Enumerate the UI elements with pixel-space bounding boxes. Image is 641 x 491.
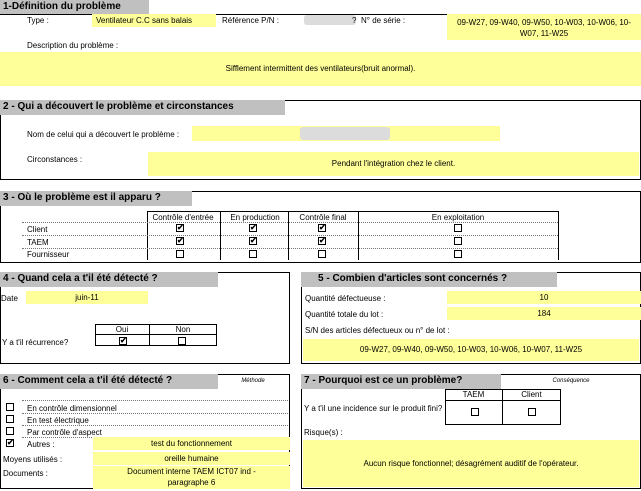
row-divider	[22, 222, 558, 223]
col-en-exploitation: En exploitation	[431, 213, 485, 222]
type-label: Type :	[27, 16, 49, 25]
recurrence-label: Y a t'il récurrence?	[2, 338, 69, 347]
row-divider	[22, 413, 288, 414]
reference-redacted	[304, 15, 356, 25]
checkbox-controle-dimensionnel[interactable]	[6, 403, 14, 411]
checkbox-taem-controle-entree[interactable]	[176, 237, 184, 245]
col-en-production: En production	[230, 213, 280, 222]
checkbox-fournisseur-en-exploitation[interactable]	[454, 250, 462, 258]
moyens-label: Moyens utilisés :	[3, 455, 63, 464]
checkbox-recurrence-non[interactable]	[178, 337, 186, 345]
checkbox-fournisseur-controle-entree[interactable]	[176, 250, 184, 258]
discoverer-label: Nom de celui qui a découvert le problème :	[27, 130, 180, 139]
item-controle-dimensionnel: En contrôle dimensionnel	[27, 404, 117, 413]
moyens-value: oreille humaine	[93, 452, 290, 465]
checkbox-taem-en-exploitation[interactable]	[454, 237, 462, 245]
date-value: juin-11	[26, 291, 148, 304]
checkbox-incidence-taem[interactable]	[471, 408, 479, 416]
section5-header: 5 - Combien d'articles sont concernés ?	[301, 272, 557, 287]
grid-line	[445, 400, 561, 401]
checkbox-taem-controle-final[interactable]	[318, 237, 326, 245]
reference-value: ?	[352, 16, 357, 25]
checkbox-client-en-exploitation[interactable]	[454, 224, 462, 232]
qty-total-label: Quantité totale du lot :	[305, 310, 384, 319]
grid-line	[147, 211, 558, 212]
section7-header: 7 - Pourquoi est ce un problème?	[301, 374, 501, 389]
incidence-label: Y a t'il une incidence sur le produit fini?	[304, 404, 443, 413]
item-test-electrique: En test électrique	[27, 416, 89, 425]
risques-label: Risque(s) :	[304, 428, 343, 437]
row-label-fournisseur: Fournisseur	[27, 250, 70, 259]
qty-total-value: 184	[447, 307, 641, 320]
qty-defective-label: Quantité défectueuse :	[305, 294, 386, 303]
circumstances-label: Circonstances :	[27, 155, 83, 164]
documents-value: Document interne TAEM ICT07 ind - paragraphe 6	[93, 466, 290, 489]
row-label-client: Client	[27, 225, 48, 234]
checkbox-fournisseur-en-production[interactable]	[249, 250, 257, 258]
sn-value: 09-W27, 09-W40, 09-W50, 10-W03, 10-W06, 10-W07, 11-W25	[303, 339, 639, 361]
row-label-taem: TAEM	[27, 238, 49, 247]
documents-label: Documents :	[3, 469, 48, 478]
checkbox-client-en-production[interactable]	[249, 224, 257, 232]
checkbox-taem-en-production[interactable]	[249, 237, 257, 245]
section1-header: 1-Définition du problème	[0, 0, 149, 14]
qty-defective-value: 10	[447, 291, 641, 304]
serial-label: N° de série :	[361, 16, 406, 25]
circumstances-value: Pendant l'intégration chez le client.	[148, 152, 639, 176]
row-divider	[22, 425, 288, 426]
item-controle-aspect: Par contrôle d'aspect	[27, 428, 102, 437]
checkbox-incidence-client[interactable]	[528, 408, 536, 416]
col-taem: TAEM	[462, 390, 485, 399]
section4-header: 4 - Quand cela a t'il été détecté ?	[0, 272, 218, 287]
non-label: Non	[175, 325, 191, 334]
col-controle-final: Contrôle final	[299, 213, 347, 222]
description-label: Description du problème :	[27, 41, 119, 50]
grid-line	[558, 211, 559, 260]
risques-value: Aucun risque fonctionnel; désagrément auditif de l'opérateur.	[303, 440, 639, 487]
reference-label: Référence P/N :	[222, 16, 279, 25]
date-label: Date	[1, 294, 18, 303]
checkbox-autres[interactable]	[6, 439, 14, 447]
consequence-label: Conséquence	[552, 378, 590, 384]
col-client: Client	[521, 390, 542, 399]
serial-value: 09-W27, 09-W40, 09-W50, 10-W03, 10-W06, 10-W07, 11-W25	[447, 14, 641, 40]
checkbox-client-controle-final[interactable]	[318, 224, 326, 232]
discoverer-redacted	[300, 127, 390, 140]
item-autres: Autres :	[27, 440, 55, 449]
checkbox-fournisseur-controle-final[interactable]	[318, 250, 326, 258]
autres-value: test du fonctionnement	[93, 437, 290, 450]
methode-label: Méthode	[241, 378, 265, 384]
col-controle-entree: Contrôle d'entrée	[152, 213, 214, 222]
checkbox-recurrence-oui[interactable]	[119, 337, 127, 345]
row-divider	[22, 248, 558, 249]
sn-label: S/N des articles défectueux ou n° de lot :	[305, 326, 450, 335]
row-divider	[22, 400, 288, 401]
section3-header: 3 - Où le problème est il apparu ?	[0, 191, 192, 206]
section6-header: 6 - Comment cela a t'il été détecté ?	[0, 374, 218, 389]
oui-label: Oui	[115, 325, 129, 334]
checkbox-client-controle-entree[interactable]	[176, 224, 184, 232]
section2-header: 2 - Qui a découvert le problème et circonstances	[0, 100, 285, 115]
checkbox-test-electrique[interactable]	[6, 415, 14, 423]
checkbox-controle-aspect[interactable]	[6, 427, 14, 435]
type-value: Ventilateur C.C sans balais	[92, 14, 216, 27]
grid-line	[95, 334, 217, 335]
row-divider	[22, 235, 558, 236]
description-value: Sifflement intermittent des ventilateurs(bruit anormal).	[0, 52, 641, 86]
